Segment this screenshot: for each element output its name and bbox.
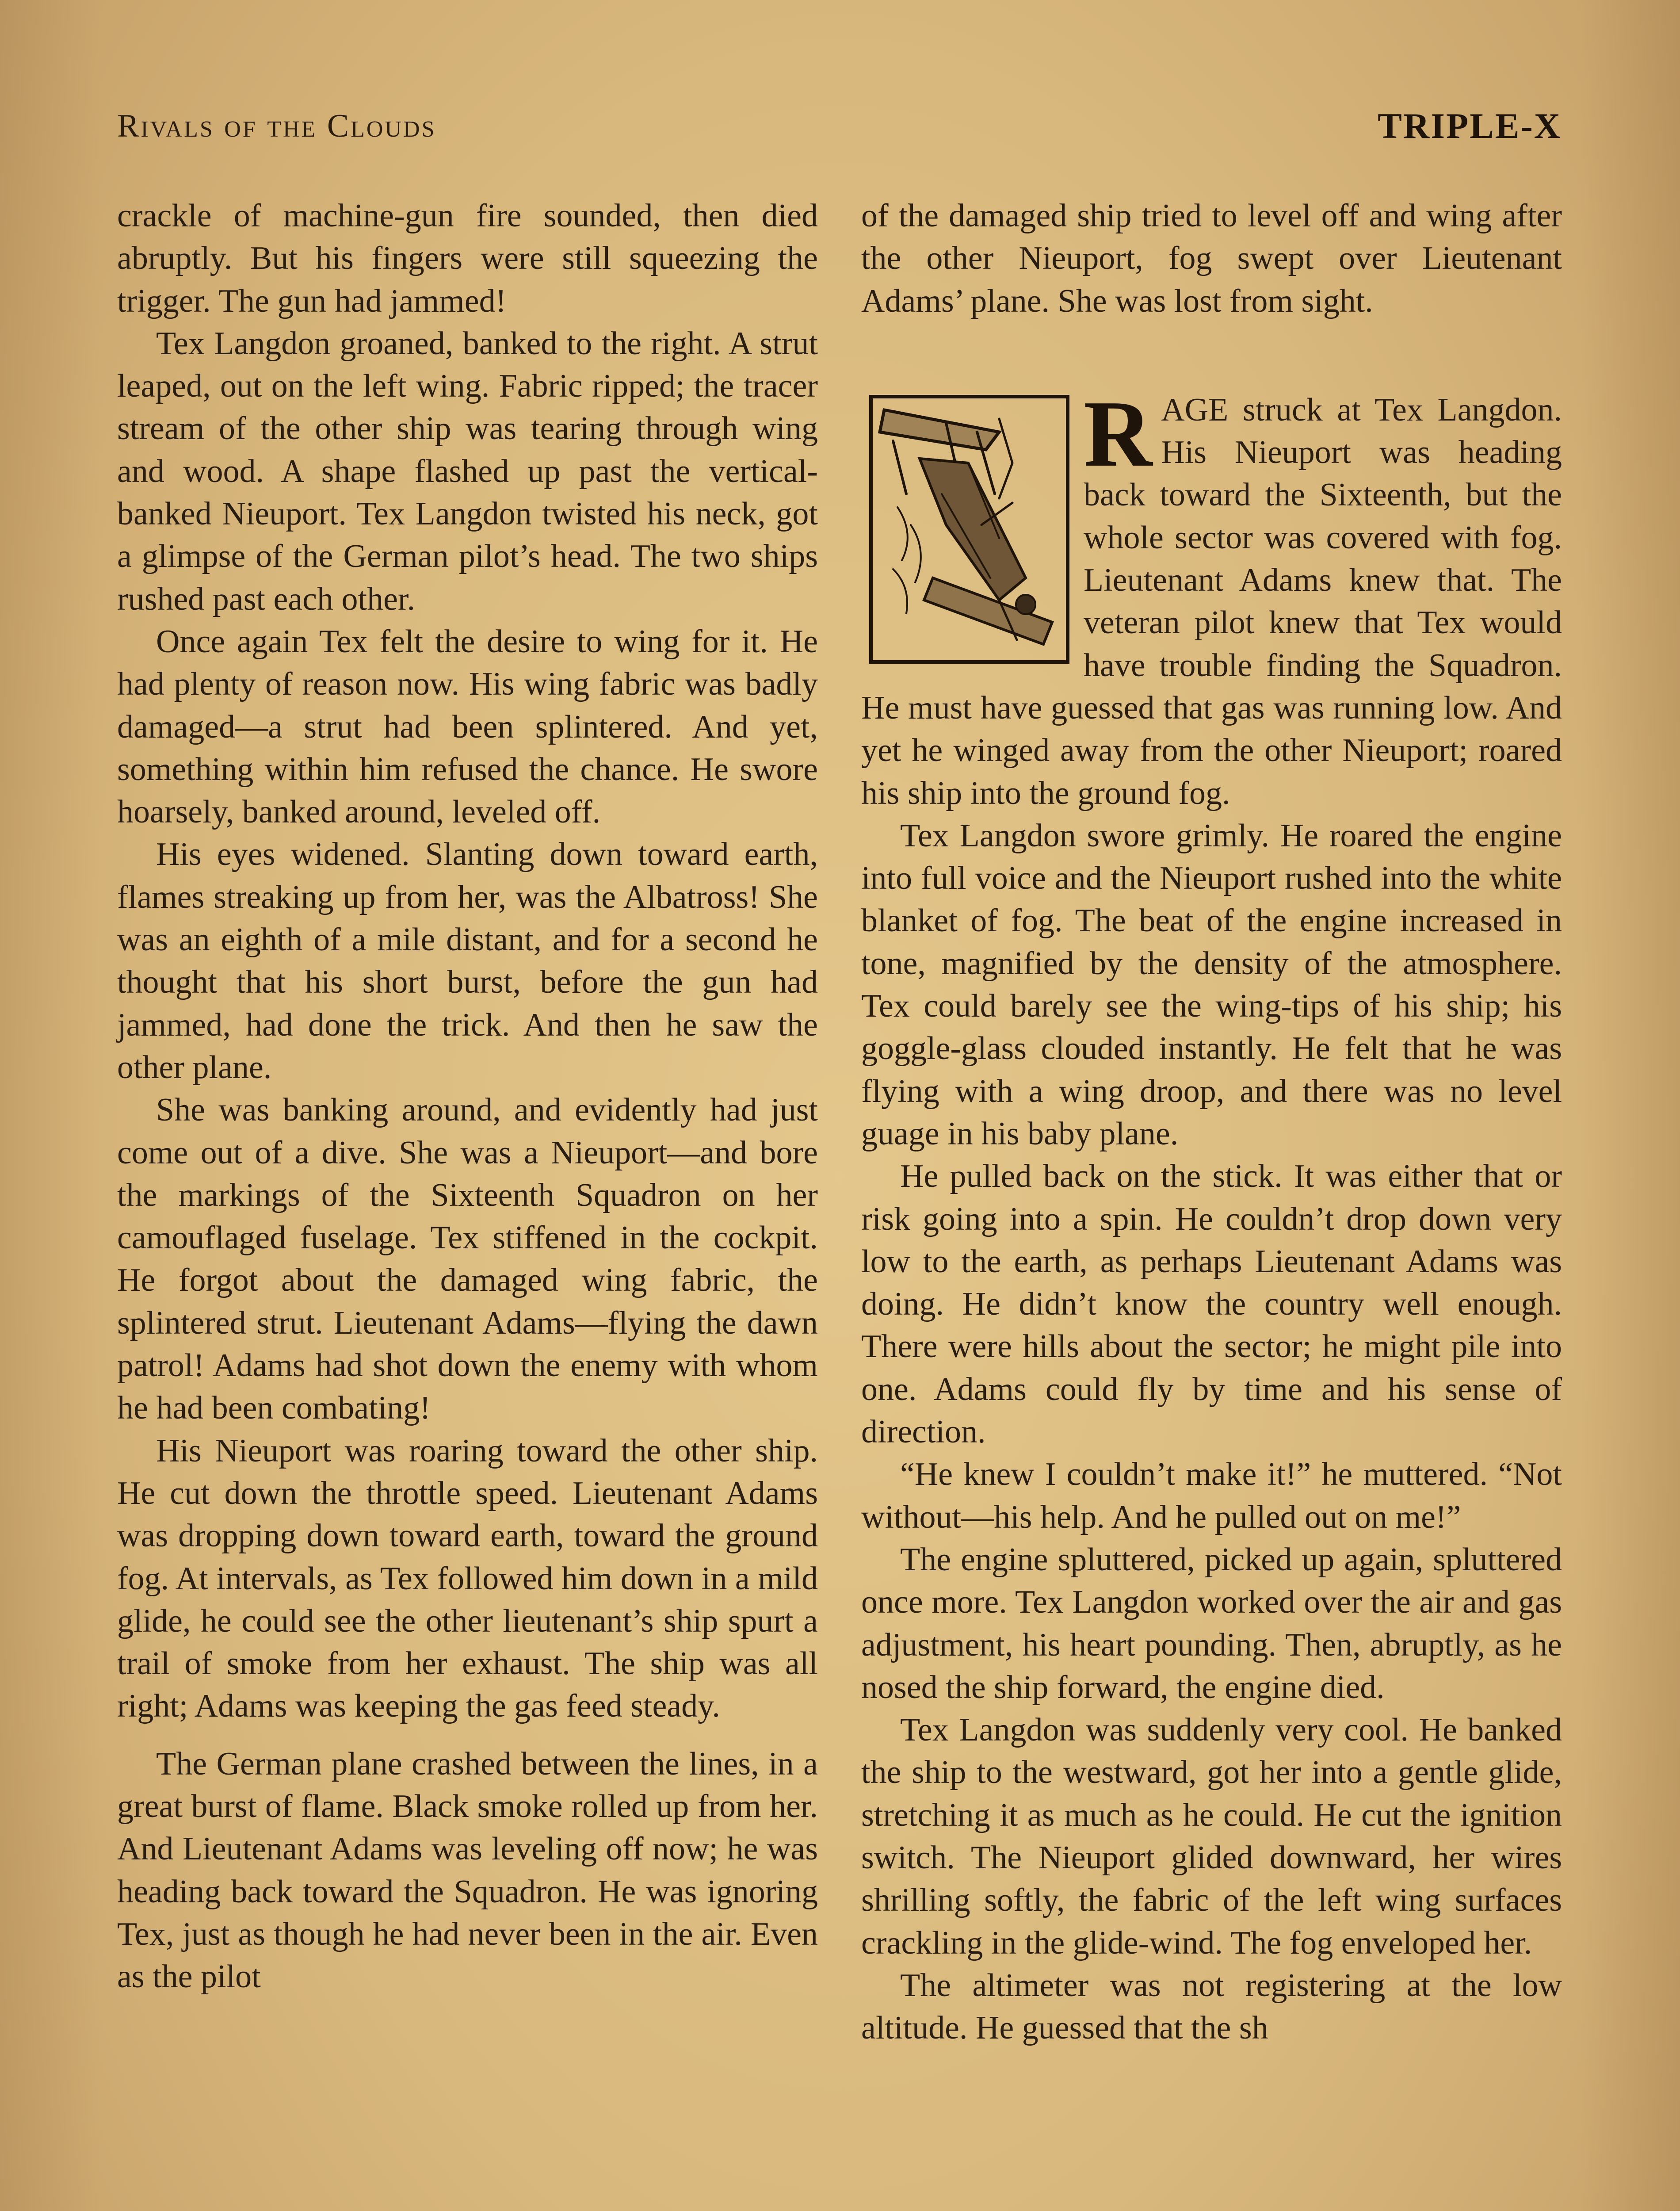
paragraph: Tex Langdon was suddenly very cool. He banked the ship to the westward, got her into a gentle glide, stretching it as much as he could. He cut the ignition switch. The Nieuport glided downward, her wires shrilling softly, the fabric of the left wing surfaces crackling in the glide-wind. The fog enveloped her. xyxy=(861,1712,1562,1961)
paragraph: AGE struck at Tex Langdon. His Nieuport was heading back toward the Sixteenth, but the whole sector was covered with fog. Lieutenant Adams knew that. The veteran pilot knew that Tex would have trouble finding the Squadron. He must have guessed that gas was running low. And yet he winged away from the other Nieuport; roared his ship into the ground fog. xyxy=(861,391,1562,811)
left-column xyxy=(117,195,818,1998)
paragraph: The engine spluttered, picked up again, spluttered once more. Tex Langdon worked over the air and gas adjustment, his heart pounding. Then, abruptly, as he nosed the ship forward, the engine died. xyxy=(861,1541,1562,1706)
running-head xyxy=(117,99,1562,153)
magazine-title: TRIPLE-X xyxy=(1378,106,1562,146)
paragraph: of the damaged ship tried to level off and wing after the other Nieuport, fog swept over Lieutenant Adams’ plane. She was lost from sight. xyxy=(861,198,1562,319)
falling-biplane-illustration xyxy=(867,392,1072,666)
paragraph: crackle of machine-gun fire sounded, then died abruptly. But his fingers were still squeezing the trigger. The gun had jammed! xyxy=(117,198,818,319)
paragraph: She was banking around, and evidently had just come out of a dive. She was a Nieuport—and bore the markings of the Sixteenth Squadron on her camouflaged fuselage. Tex stiffened in the cockpit. He forgot about the damaged wing fabric, the splintered strut. Lieutenant Adams—flying the dawn patrol! Adams had shot down the enemy with whom he had been combating! xyxy=(117,1092,818,1427)
paragraph: He pulled back on the stick. It was either that or risk going into a spin. He couldn’t drop down very low to the earth, as perhaps Lieutenant Adams was doing. He didn’t know the country well enough. There were hills about the sector; he might pile into one. Adams could fly by time and his sense of direction. xyxy=(861,1158,1562,1450)
drop-cap-letter: R xyxy=(1084,380,1153,486)
paragraph: Tex Langdon groaned, banked to the right. A strut leaped, out on the left wing. Fabric ripped; the tracer stream of the other ship was tearing through wing and wood. A shape flashed up past the vertical-banked Nieuport. Tex Langdon twisted his neck, got a glimpse of the German pilot’s head. The two ships rushed past each other. xyxy=(117,325,818,617)
paragraph: His Nieuport was roaring toward the other ship. He cut down the throttle speed. Lieutenant Adams was dropping down toward earth, toward the ground fog. At intervals, as Tex followed him down in a mild glide, he could see the other lieutenant’s ship spurt a trail of smoke from her exhaust. The ship was all right; Adams was keeping the gas feed steady. xyxy=(117,1432,818,1725)
paragraph: Tex Langdon swore grimly. He roared the engine into full voice and the Nieuport rushed into the white blanket of fog. The beat of the engine increased in tone, magnified by the density of the atmosphere. Tex could barely see the wing-tips of his ship; his goggle-glass clouded instantly. He felt that he was flying with a wing droop, and there was no level guage in his baby plane. xyxy=(861,817,1562,1152)
paragraph: His eyes widened. Slanting down toward earth, flames streaking up from her, was the Albatross! She was an eighth of a mile distant, and for a second he thought that his short burst, before the gun had jammed, had done the trick. And then he saw the other plane. xyxy=(117,836,818,1086)
paragraph: “He knew I couldn’t make it!” he muttered. “Not without—his help. And he pulled out on me!” xyxy=(861,1456,1562,1535)
section-opening xyxy=(861,380,1562,815)
paragraph: The German plane crashed between the lines, in a great burst of flame. Black smoke rolled up from her. And Lieutenant Adams was leveling off now; he was heading back toward the Squadron. He was ignoring Tex, just as though he had never been in the air. Even as the pilot xyxy=(117,1745,818,1995)
right-column xyxy=(861,195,1562,2049)
paragraph: The altimeter was not registering at the low altitude. He guessed that the sh xyxy=(861,1967,1562,2047)
paragraph: Once again Tex felt the desire to wing for it. He had plenty of reason now. His wing fabric was badly damaged—a strut had been splintered. And yet, something within him refused the chance. He swore hoarsely, banked around, leveled off. xyxy=(117,623,818,830)
story-title: Rivals of the Clouds xyxy=(117,107,436,144)
